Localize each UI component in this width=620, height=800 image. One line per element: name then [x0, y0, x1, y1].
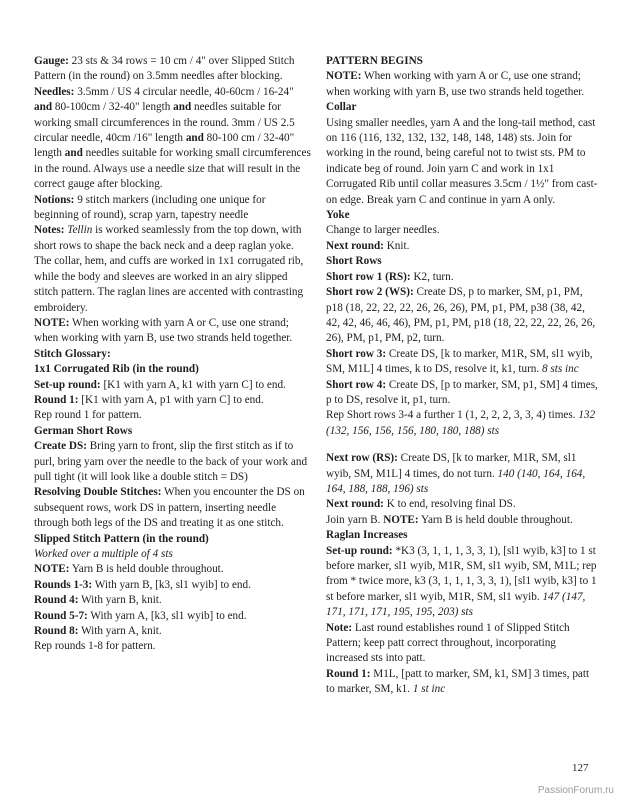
slipped-stitch-heading: Slipped Stitch Pattern (in the round)	[34, 532, 209, 545]
short-row-4-text: Create DS, [p to marker, SM, p1, SM] 4 times, p to DS, resolve it, p1, turn.	[326, 378, 598, 406]
notions-paragraph	[34, 193, 311, 224]
notes-text: is worked seamlessly from the top down, with short rows to shape the back neck and a deep raglan yoke. The collar, hem, and cuffs are worked in 1x1 corrugated rib, while the body and sleeves are worked in an airy slipped stitch pattern. The raglan lines are accented with contrasting embroidery.	[34, 224, 304, 314]
yoke-next-text: Knit.	[383, 239, 410, 252]
rib-repeat: Rep round 1 for pattern.	[34, 409, 142, 422]
short-row-4	[326, 378, 598, 409]
needles-text: 3.5mm / US 4 circular needle, 40-60cm / 16-24"	[74, 85, 294, 98]
join-note-text: Yarn B is held double throughout.	[418, 513, 573, 526]
notes-label: Notes:	[34, 224, 65, 237]
left-column	[34, 54, 311, 655]
rounds-1-3	[34, 578, 311, 593]
round-8-text: With yarn A, knit.	[78, 625, 162, 638]
raglan-setup-text: *K3 (3, 1, 1, 1, 3, 3, 1), [sl1 wyib, k3] to 1 st before marker, sl1 wyib, M1R, SM, sl1 wyib, SM, M1L; rep from * twice more, k3 (3, 1, 1, 1, 3, 3, 1), [sl1 wyib, k3] to 1 st before marker, sl1 wyib, M1R, SM, sl1 wyib.	[326, 544, 597, 603]
needles-and: and	[64, 147, 83, 160]
raglan-round-1-text: M1L, [patt to marker, SM, k1, SM] 3 times, patt to marker, SM, k1.	[326, 667, 590, 696]
short-row-4-label: Short row 4:	[326, 378, 387, 391]
round-5-7-text: With yarn A, [k3, sl1 wyib] to end.	[87, 609, 247, 622]
needles-text: needles suitable for working small circumferences in the round. Always use a needle size that will result in the correct gauge after blocking.	[34, 147, 311, 191]
rib-round-1-text: [K1 with yarn A, p1 with yarn C] to end.	[78, 393, 264, 406]
pattern-name: Tellin	[67, 224, 93, 237]
pb-note-text: When working with yarn A or C, use one strand; when working with yarn B, use two strands held together.	[326, 70, 585, 98]
corrugated-rib-heading: 1x1 Corrugated Rib (in the round)	[34, 363, 199, 376]
rib-round-1-label: Round 1:	[34, 393, 79, 406]
slipped-stitch-multiple	[34, 547, 311, 562]
yoke-heading: Yoke	[326, 209, 350, 222]
yarn-note-label: NOTE:	[34, 316, 70, 329]
rounds-1-3-label: Rounds 1-3:	[34, 578, 93, 591]
watermark: PassionForum.ru	[537, 785, 614, 796]
short-row-3	[326, 347, 598, 378]
rib-setup-text: [K1 with yarn A, k1 with yarn C] to end.	[100, 378, 286, 391]
short-row-2	[326, 285, 598, 347]
next-round-label: Next round:	[326, 498, 384, 511]
raglan-setup-label: Set-up round:	[326, 544, 393, 557]
join-text: Join yarn B.	[326, 513, 384, 526]
right-column	[326, 54, 598, 698]
next-round-text: K to end, resolving final DS.	[383, 498, 516, 511]
gauge-text: 23 sts & 34 rows = 10 cm / 4" over Slipped Stitch Pattern (in the round) on 3.5mm needles after blocking.	[34, 55, 295, 83]
create-ds-label: Create DS:	[34, 440, 87, 453]
collar-heading: Collar	[326, 101, 357, 114]
stitch-glossary-heading: Stitch Glossary:	[34, 347, 111, 360]
resolving-ds-label: Resolving Double Stitches:	[34, 486, 162, 499]
slipped-note-text: Yarn B is held double throughout.	[69, 563, 224, 576]
short-rows-repeat-count: 132 (132, 156, 156, 156, 180, 180, 188) sts	[326, 409, 596, 437]
next-row-rs	[326, 451, 598, 497]
needles-and: and	[173, 101, 192, 114]
raglan-note-text: Last round establishes round 1 of Slipped Stitch Pattern; keep patt correct throughout, incorporating increased sts into patt.	[326, 621, 570, 665]
yarn-note-paragraph	[34, 316, 311, 347]
round-5-7	[34, 609, 311, 624]
next-row-text: Create DS, [k to marker, M1R, SM, sl1 wyib, SM, M1L] 4 times, do not turn.	[326, 452, 577, 480]
needles-and: and	[185, 132, 204, 145]
next-round	[326, 497, 598, 512]
raglan-note	[326, 621, 598, 667]
create-ds-text: Bring yarn to front, slip the first stitch as if to purl, bring yarn over the needle to the back of your work and pull tight (it will look like a double stitch = DS)	[34, 440, 308, 483]
next-row-count: 140 (140, 164, 164, 164, 188, 188, 196) sts	[326, 467, 586, 495]
page-number: 127	[572, 762, 589, 774]
raglan-round-1-count: 1 st inc	[412, 683, 446, 696]
rounds-1-3-text: With yarn B, [k3, sl1 wyib] to end.	[92, 578, 251, 591]
short-row-1	[326, 270, 598, 285]
short-rows-repeat	[326, 408, 598, 439]
rib-setup-round	[34, 378, 311, 393]
pattern-begins-note	[326, 69, 598, 100]
yoke-next-round	[326, 239, 598, 254]
raglan-increases-heading: Raglan Increases	[326, 529, 408, 542]
slipped-stitch-note	[34, 562, 311, 577]
round-4	[34, 593, 311, 608]
notions-label: Notions:	[34, 193, 75, 206]
round-4-text: With yarn B, knit.	[78, 594, 162, 607]
raglan-note-label: Note:	[326, 621, 353, 634]
rib-setup-label: Set-up round:	[34, 378, 101, 391]
resolving-ds-text: When you encounter the DS on subsequent rows, work DS in pattern, inserting needle through both legs of the DS and treating it as one stitch.	[34, 486, 305, 530]
short-row-3-count: 8 sts inc	[541, 363, 579, 376]
next-row-label: Next row (RS):	[326, 452, 398, 465]
pattern-begins-heading: PATTERN BEGINS	[326, 55, 423, 67]
join-note-label: NOTE:	[383, 513, 419, 526]
rib-round-1	[34, 393, 311, 408]
short-row-3-text: Create DS, [k to marker, M1R, SM, sl1 wyib, SM, M1L] 4 times, k to DS, resolve it, k1, turn.	[326, 347, 593, 376]
short-row-1-label: Short row 1 (RS):	[326, 270, 411, 283]
collar-text: Using smaller needles, yarn A and the long-tail method, cast on 116 (116, 132, 132, 132, 148, 148, 148) sts. Join for working in the round, being careful not to twist sts. PM to indicate beg of round. Join yarn C and work in 1x1 Corrugated Rib until collar measures 3.5cm / 1½" from cast-on edge. Break yarn C and continue in yarn A only.	[326, 116, 598, 206]
needles-paragraph	[34, 85, 311, 193]
join-yarn-b	[326, 513, 598, 528]
german-short-rows-heading: German Short Rows	[34, 424, 133, 437]
raglan-round-1	[326, 667, 598, 698]
notes-paragraph	[34, 223, 311, 315]
create-ds-paragraph	[34, 439, 311, 485]
yoke-next-label: Next round:	[326, 239, 384, 252]
gauge-paragraph	[34, 54, 311, 85]
gauge-label: Gauge:	[34, 55, 69, 67]
needles-text: needles suitable for working small circumferences in the round. 3mm / US 2.5 circular needle, 40cm /16" length	[34, 101, 295, 145]
raglan-setup-round	[326, 544, 598, 621]
resolving-ds-paragraph	[34, 485, 311, 531]
raglan-setup-count: 147 (147, 171, 171, 171, 195, 195, 203) sts	[326, 590, 586, 619]
slipped-repeat: Rep rounds 1-8 for pattern.	[34, 640, 156, 653]
yoke-text: Change to larger needles.	[326, 224, 440, 237]
round-8-label: Round 8:	[34, 625, 79, 638]
pb-note-label: NOTE:	[326, 70, 362, 83]
short-row-3-label: Short row 3:	[326, 347, 387, 360]
short-row-2-label: Short row 2 (WS):	[326, 286, 414, 299]
needles-text: 80-100 cm / 32-40" length	[34, 132, 295, 160]
needles-text: 80-100cm / 32-40" length	[52, 101, 174, 114]
short-rows-repeat-text: Rep Short rows 3-4 a further 1 (1, 2, 2, 2, 3, 3, 4) times.	[326, 409, 579, 422]
short-row-2-text: Create DS, p to marker, SM, p1, PM, p18 (18, 22, 22, 22, 26, 26, 26), PM, p1, PM, p38 (38, 42, 42, 42, 46, 46, 46), PM, p1, PM, p18 (18, 22, 22, 22, 26, 26, 26), PM, p1, PM, p2, turn.	[326, 286, 596, 345]
needles-and: and	[34, 101, 53, 114]
notions-text: 9 stitch markers (including one unique for beginning of round), scrap yarn, tapestry needle	[34, 193, 266, 222]
round-4-label: Round 4:	[34, 594, 79, 607]
short-rows-heading: Short Rows	[326, 255, 382, 268]
raglan-round-1-label: Round 1:	[326, 667, 371, 680]
short-row-1-text: K2, turn.	[410, 270, 454, 283]
needles-label: Needles:	[34, 85, 75, 98]
yarn-note-text: When working with yarn A or C, use one strand; when working with yarn B, use two strands held together.	[34, 316, 293, 345]
multiple-note: Worked over a multiple of 4 sts	[34, 548, 173, 560]
round-5-7-label: Round 5-7:	[34, 609, 88, 622]
slipped-note-label: NOTE:	[34, 563, 70, 576]
round-8	[34, 624, 311, 639]
